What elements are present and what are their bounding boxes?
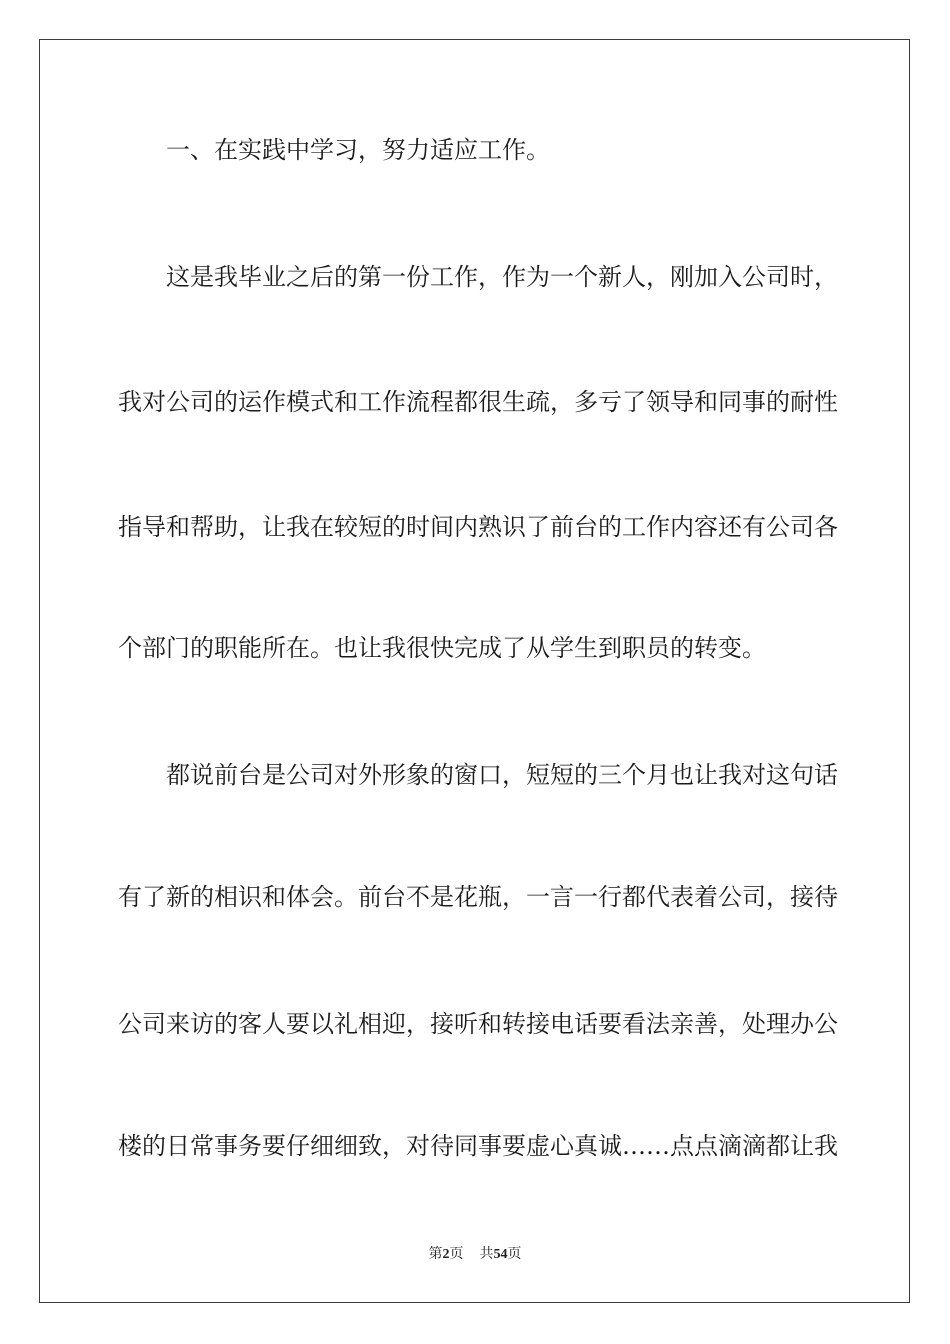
page-number: 2 <box>442 1247 450 1262</box>
paragraph-line: 这是我毕业之后的第一份工作，作为一个新人，刚加入公司时， <box>166 263 838 291</box>
paragraph-line: 公司来访的客人要以礼相迎，接听和转接电话要看法亲善，处理办公 <box>118 1010 838 1038</box>
page-prefix: 第 <box>428 1247 443 1262</box>
paragraph-line: 楼的日常事务要仔细细致，对待同事要虚心真诚……点点滴滴都让我 <box>118 1132 838 1160</box>
section-heading: 一、在实践中学习，努力适应工作。 <box>166 136 550 164</box>
page-border <box>39 39 910 1303</box>
paragraph-line: 指导和帮助，让我在较短的时间内熟识了前台的工作内容还有公司各 <box>118 513 838 541</box>
page-footer <box>0 1246 950 1264</box>
total-pages: 54 <box>493 1247 508 1262</box>
total-prefix: 共 <box>479 1247 494 1262</box>
paragraph-line: 都说前台是公司对外形象的窗口，短短的三个月也让我对这句话 <box>166 761 838 789</box>
paragraph-line: 有了新的相识和体会。前台不是花瓶，一言一行都代表着公司，接待 <box>118 883 838 911</box>
paragraph-line: 我对公司的运作模式和工作流程都很生疏，多亏了领导和同事的耐性 <box>118 388 838 416</box>
page-suffix: 页 <box>449 1247 464 1262</box>
total-suffix: 页 <box>507 1247 522 1262</box>
paragraph-line: 个部门的职能所在。也让我很快完成了从学生到职员的转变。 <box>118 634 766 662</box>
